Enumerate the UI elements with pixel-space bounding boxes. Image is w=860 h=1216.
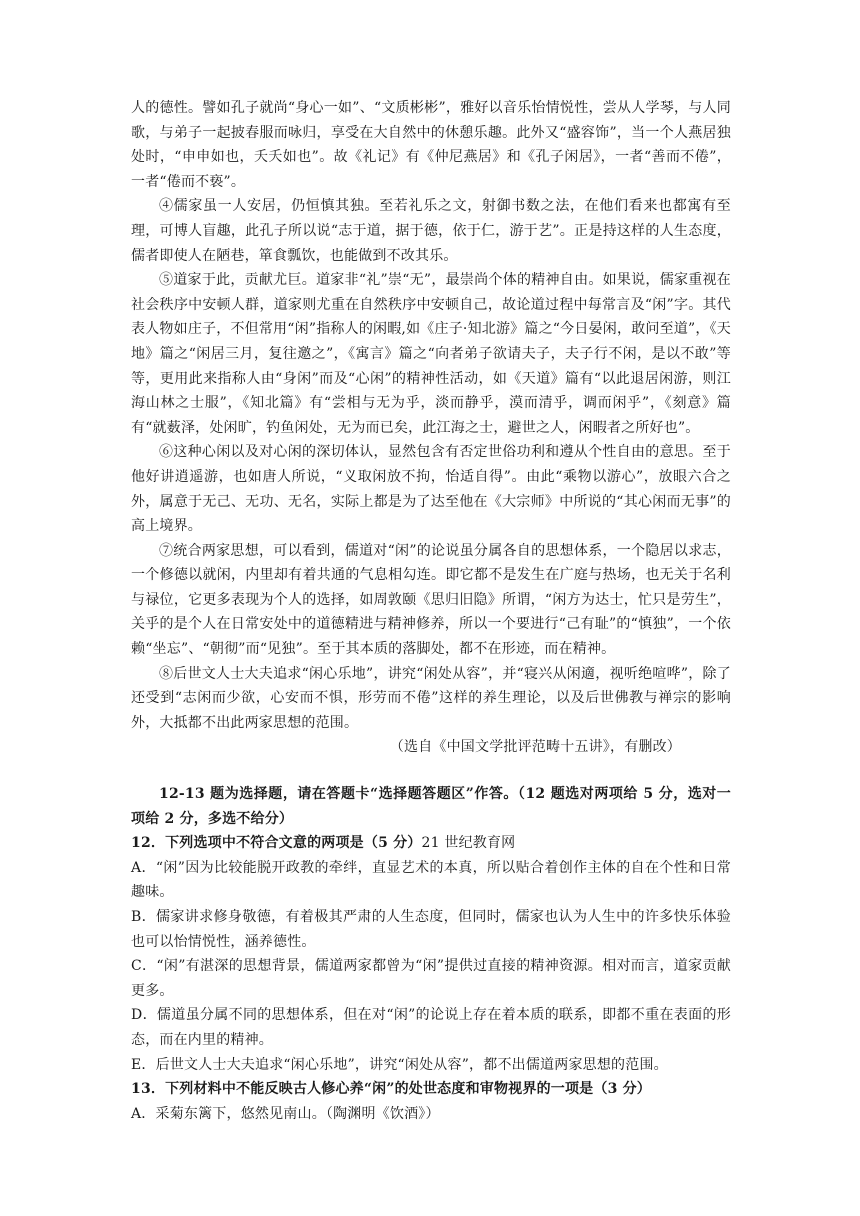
- passage-paragraph-continued: 人的德性。譬如孔子就尚“身心一如”、“文质彬彬”，雅好以音乐怡情悦性，尝从人学琴，与人同歌，与弟子一起披春服而咏归，享受在大自然中的休憩乐趣。此外又“盛容饰”，当一个人燕居独处时，“申申如也，夭夭如也”。故《礼记》有《仲尼燕居》和《孔子闲居》，一者“善而不倦”，一者“倦而不亵”。: [131, 100, 731, 190]
- passage-paragraph-4: ④儒家虽一人安居，仍恒慎其独。至若礼乐之文，射御书数之法，在他们看来也都寓有至理，可博人盲趣，此孔子所以说“志于道，据于德，依于仁，游于艺”。正是持这样的人生态度，儒者即使人在陋巷，箪食瓢饮，也能做到不改其乐。: [131, 198, 731, 264]
- passage-paragraph-8: ⑧后世文人士大夫追求“闲心乐地”，讲究“闲处从容”，并“寝兴从闲適，视听绝喧哗”，除了还受到“志闲而少欲，心安而不惧，形劳而不倦”这样的养生理论，以及后世佛教与禅宗的影响外，大抵都不出此两家思想的范围。: [131, 665, 731, 731]
- passage-source: （选自《中国文学批评范畴十五讲》，有删改）: [389, 739, 681, 756]
- question-12-option-e: E．后世文人士大夫追求“闲心乐地”，讲究“闲处从容”，都不出儒道两家思想的范围。: [131, 1056, 668, 1073]
- passage-paragraph-6: ⑥这种心闲以及对心闲的深切体认，显然包含有否定世俗功利和遵从个性自由的意思。至于他好讲逍遥游，也如唐人所说，“义取闲放不拘，怡适自得”。由此“乘物以游心”，放眼六合之外，属意于无己、无功、无名，实际上都是为了达至他在《大宗师》中所说的“其心闲而无事”的高上境界。: [131, 444, 731, 535]
- question-instruction: 12-13 题为选择题，请在答题卡“选择题答题区”作答。（12 题选对两项给 5 分，选对一项给 2 分，多选不给分）: [131, 786, 731, 827]
- section-gap: [131, 760, 731, 782]
- passage-paragraph-5: ⑤道家于此，贡献尤巨。道家非“礼”崇“无”，最崇尚个体的精神自由。如果说，儒家重视在社会秩序中安顿人群，道家则尤重在自然秩序中安顿自己，故论道过程中每常言及“闲”字。其代表人物如庄子，不但常用“闲”指称人的闲暇,如《庄子·知北游》篇之“今日晏闲，敢问至道”，《天地》篇之“闲居三月，复往邀之”，《寓言》篇之“向者弟子欲请夫子，夫子行不闲，是以不敢”等等，更用此来指称人由“身闲”而及“心闲”的精神性活动，如《天道》篇有“以此退居闲游，则江海山林之士服”，《知北篇》有“尝相与无为乎，淡而静乎，漠而清乎，调而闲乎”，《刻意》篇有“就薮泽，处闲旷，钓鱼闲处，无为而已矣，此江海之士，避世之人，闲暇者之所好也”。: [131, 272, 731, 436]
- question-13-option-a: A．采菊东篱下，悠然见南山。（陶渊明《饮酒》）: [131, 1105, 440, 1122]
- question-12-option-c: C．“闲”有湛深的思想背景，儒道两家都曾为“闲”提供过直接的精神资源。相对而言，道家贡献更多。: [131, 958, 731, 999]
- question-12-option-b: B．儒家讲求修身敬德，有着极其严肃的人生态度，但同时，儒家也认为人生中的许多快乐体验也可以怡情悦性，涵养德性。: [131, 909, 731, 950]
- question-12-stem: 12．下列选项中不符合文意的两项是（5 分）: [131, 835, 422, 852]
- document-page: [131, 96, 731, 1126]
- passage-paragraph-7: ⑦统合两家思想，可以看到，儒道对“闲”的论说虽分属各自的思想体系，一个隐居以求志，一个修德以就闲，内里却有着共通的气息相勾连。即它都不是发生在广庭与热场，也无关于名利与禄位，它更多表现为个人的选择，如周敦颐《思归旧隐》所谓，“闲方为达士，忙只是劳生”，关乎的是个人在日常安处中的道德精进与精神修养，所以一个要进行“己有耻”的“慎独”，一个依赖“坐忘”、“朝彻”而“见独”。至于其本质的落脚处，都不在形迹，而在精神。: [131, 542, 731, 658]
- question-12-watermark: 21 世纪教育网: [421, 835, 516, 852]
- question-12-title: [131, 831, 731, 856]
- question-12-option-d: D．儒道虽分属不同的思想体系，但在对“闲”的论说上存在着本质的联系，即都不重在表面的形态，而在内里的精神。: [131, 1007, 731, 1048]
- question-13-title: 13．下列材料中不能反映古人修心养“闲”的处世态度和审物视界的一项是（3 分）: [131, 1081, 652, 1098]
- question-12-option-a: A．“闲”因为比较能脱开政教的牵绊，直显艺术的本真，所以贴合着创作主体的自在个性和日常趣味。: [131, 859, 731, 901]
